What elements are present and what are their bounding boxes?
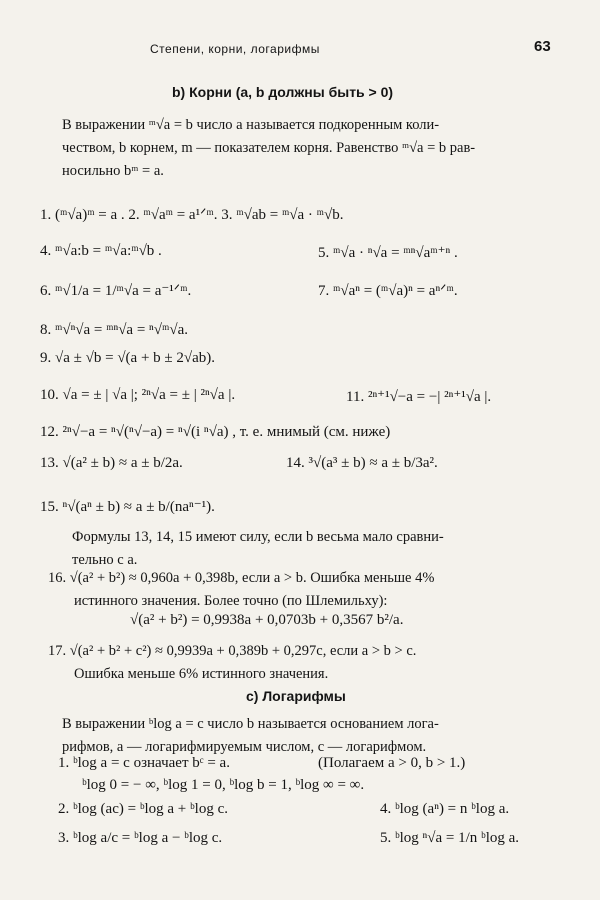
formula-1-3: 1. (ᵐ√a)ᵐ = a . 2. ᵐ√aᵐ = a¹ᐟᵐ. 3. ᵐ√ab = ᵐ√a · ᵐ√b. [40,207,344,223]
formula-11: 11. ²ⁿ⁺¹√−a = −| ²ⁿ⁺¹√a |. [346,389,492,405]
section-b-heading: b) Корни (a, b должны быть > 0) [172,84,394,100]
intro-line: В выражении ᵐ√a = b число a называется подкоренным коли- [62,117,440,133]
log-rule-5: 5. ᵇlog ⁿ√a = 1/n ᵇlog a. [380,830,520,846]
section-b-intro [62,114,562,183]
note-13-15 [72,526,562,572]
log-rule-1-note: (Полагаем a > 0, b > 1.) [318,755,466,771]
log-rule-3: 3. ᵇlog a/c = ᵇlog a − ᵇlog c. [58,830,223,846]
running-title: Степени, корни, логарифмы [150,42,320,56]
formula-5: 5. ᵐ√a · ⁿ√a = ᵐⁿ√aᵐ⁺ⁿ . [318,245,458,261]
page-number: 63 [534,38,551,55]
f17-line: Ошибка меньше 6% истинного значения. [74,666,329,682]
formula-9: 9. √a ± √b = √(a + b ± 2√ab). [40,350,216,366]
formula-4: 4. ᵐ√a:b = ᵐ√a:ᵐ√b . [40,243,162,259]
formula-13: 13. √(a² ± b) ≈ a ± b/2a. [40,455,183,471]
log-rule-4: 4. ᵇlog (aⁿ) = n ᵇlog a. [380,801,510,817]
intro-line: В выражении ᵇlog a = c число b называется основанием лога- [62,716,439,732]
formula-6: 6. ᵐ√1/a = 1/ᵐ√a = a⁻¹ᐟᵐ. [40,283,192,299]
log-rule-2: 2. ᵇlog (ac) = ᵇlog a + ᵇlog c. [58,801,228,817]
note-line: Формулы 13, 14, 15 имеют силу, если b весьма мало сравни- [72,529,444,545]
formula-17 [48,640,568,686]
section-c-heading: c) Логарифмы [246,688,346,704]
formula-12: 12. ²ⁿ√−a = ⁿ√(ⁿ√−a) = ⁿ√(i ⁿ√a) , т. е. мнимый (см. ниже) [40,424,391,440]
formula-8: 8. ᵐ√ⁿ√a = ᵐⁿ√a = ⁿ√ᵐ√a. [40,322,188,338]
f16-line: истинного значения. Более точно (по Шлемильху): [74,593,388,609]
section-c-intro [62,713,562,759]
formula-14: 14. ³√(a³ ± b) ≈ a ± b/3a². [286,455,438,471]
f16-line: 16. √(a² + b²) ≈ 0,960a + 0,398b, если a > b. Ошибка меньше 4% [48,570,435,586]
formula-16-precise: √(a² + b²) = 0,9938a + 0,0703b + 0,3567 b²/a. [130,612,404,628]
intro-line: носильно bᵐ = a. [62,163,164,179]
intro-line: рифмов, a — логарифмируемым числом, c — логарифмом. [62,739,427,755]
intro-line: чеством, b корнем, m — показателем корня. Равенство ᵐ√a = b рав- [62,140,476,156]
formula-10: 10. √a = ± | √a |; ²ⁿ√a = ± | ²ⁿ√a |. [40,387,236,403]
formula-7: 7. ᵐ√aⁿ = (ᵐ√a)ⁿ = aⁿᐟᵐ. [318,283,458,299]
log-special-values: ᵇlog 0 = − ∞, ᵇlog 1 = 0, ᵇlog b = 1, ᵇlog ∞ = ∞. [82,777,365,793]
log-rule-1: 1. ᵇlog a = c означает bᶜ = a. [58,755,230,771]
formula-16 [48,567,563,613]
note-line: тельно с a. [72,552,138,568]
f17-line: 17. √(a² + b² + c²) ≈ 0,9939a + 0,389b + 0,297c, если a > b > c. [48,643,417,659]
formula-15: 15. ⁿ√(aⁿ ± b) ≈ a ± b/(naⁿ⁻¹). [40,499,215,515]
